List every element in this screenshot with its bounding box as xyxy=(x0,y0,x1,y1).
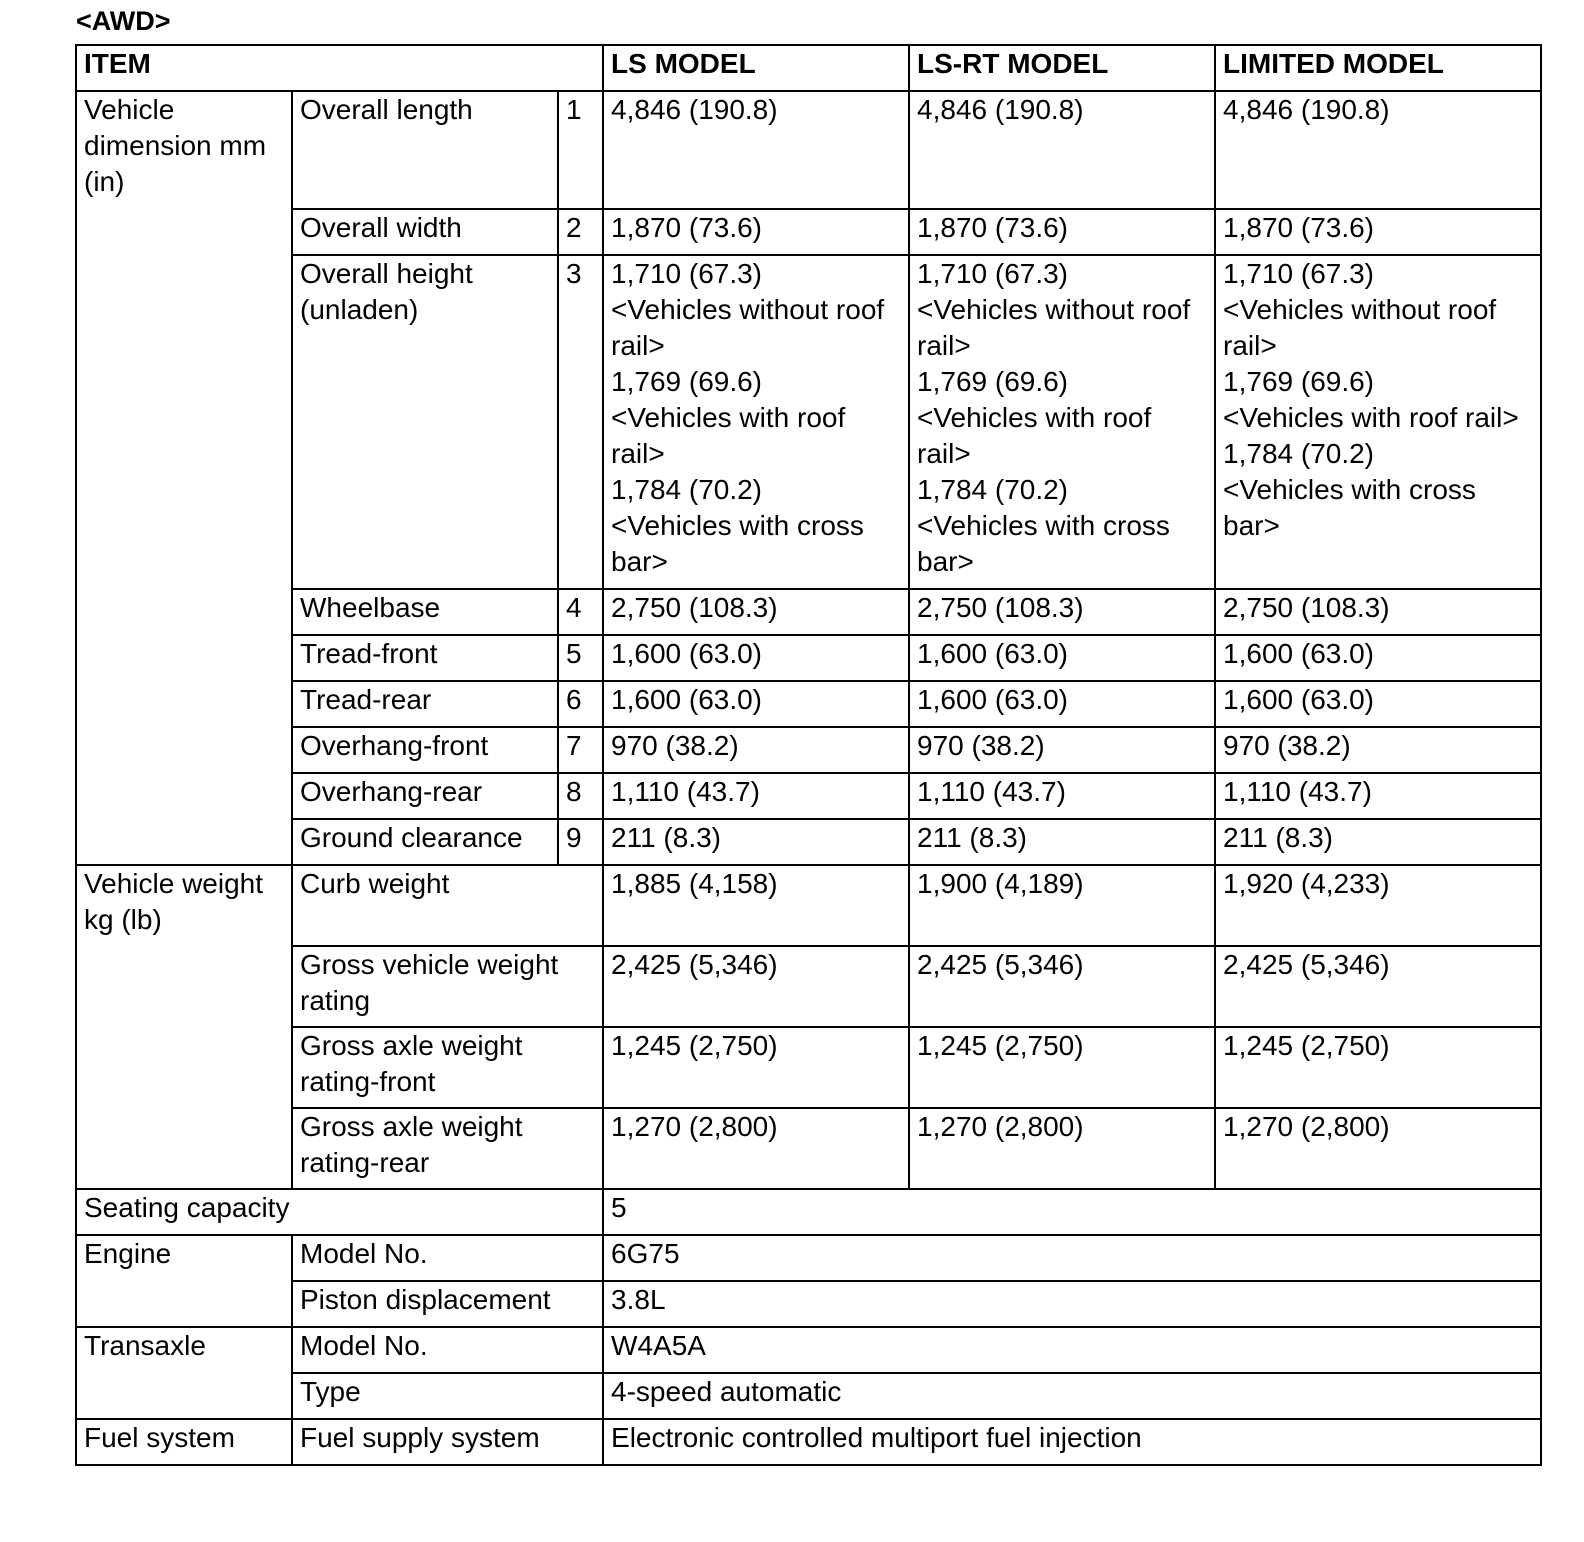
ls-rt-value: 1,110 (43.7) xyxy=(909,773,1215,819)
height-value: 1,710 (67.3) xyxy=(611,258,763,289)
row-label: Overall width xyxy=(292,209,558,255)
piston-displacement-label: Piston displacement xyxy=(292,1281,603,1327)
ls-value: 2,425 (5,346) xyxy=(603,946,909,1027)
ls-value: 211 (8.3) xyxy=(603,819,909,865)
table-row xyxy=(76,1281,1541,1327)
limited-value: 1,600 (63.0) xyxy=(1215,635,1541,681)
height-note: <Vehicles with roof rail> xyxy=(917,402,1152,469)
row-label: Gross axle weight rating-front xyxy=(292,1027,603,1108)
row-label: Overhang-rear xyxy=(292,773,558,819)
table-row xyxy=(76,1373,1541,1419)
limited-value: 1,920 (4,233) xyxy=(1215,865,1541,946)
seating-capacity-label: Seating capacity xyxy=(76,1189,603,1235)
table-row xyxy=(76,589,1541,635)
transaxle-model-label: Model No. xyxy=(292,1327,603,1373)
limited-value: 4,846 (190.8) xyxy=(1215,91,1541,209)
transaxle-type-label: Type xyxy=(292,1373,603,1419)
ls-value: 1,600 (63.0) xyxy=(603,635,909,681)
ls-rt-value: 2,425 (5,346) xyxy=(909,946,1215,1027)
height-note: <Vehicles without roof rail> xyxy=(611,294,885,361)
row-label: Gross axle weight rating-rear xyxy=(292,1108,603,1189)
transaxle-type-value: 4-speed automatic xyxy=(603,1373,1541,1419)
ls-value: 2,750 (108.3) xyxy=(603,589,909,635)
ls-rt-value: 211 (8.3) xyxy=(909,819,1215,865)
ls-value: 1,870 (73.6) xyxy=(603,209,909,255)
row-number: 1 xyxy=(558,91,603,209)
specification-table xyxy=(75,44,1542,1466)
limited-value: 211 (8.3) xyxy=(1215,819,1541,865)
ls-value: 1,245 (2,750) xyxy=(603,1027,909,1108)
height-note: <Vehicles with roof rail> xyxy=(611,402,846,469)
row-label: Tread-front xyxy=(292,635,558,681)
ls-rt-value: 970 (38.2) xyxy=(909,727,1215,773)
header-item: ITEM xyxy=(76,45,603,91)
header-limited-model: LIMITED MODEL xyxy=(1215,45,1541,91)
height-value: 1,769 (69.6) xyxy=(1223,366,1375,397)
height-value: 1,784 (70.2) xyxy=(1223,438,1375,469)
height-note: <Vehicles with roof rail> xyxy=(1223,402,1519,433)
row-number: 9 xyxy=(558,819,603,865)
height-note: <Vehicles with cross bar> xyxy=(611,510,864,577)
table-row xyxy=(76,1027,1541,1108)
ls-value: 1,270 (2,800) xyxy=(603,1108,909,1189)
row-label: Gross vehicle weight rating xyxy=(292,946,603,1027)
table-row xyxy=(76,91,1541,209)
height-note: <Vehicles without roof rail> xyxy=(1223,294,1497,361)
seating-capacity-value: 5 xyxy=(603,1189,1541,1235)
table-row xyxy=(76,1235,1541,1281)
ls-value: 1,885 (4,158) xyxy=(603,865,909,946)
limited-value: 1,270 (2,800) xyxy=(1215,1108,1541,1189)
height-note: <Vehicles without roof rail> xyxy=(917,294,1191,361)
ls-rt-value: 1,870 (73.6) xyxy=(909,209,1215,255)
table-row xyxy=(76,1189,1541,1235)
header-ls-rt-model: LS-RT MODEL xyxy=(909,45,1215,91)
limited-value xyxy=(1215,255,1541,589)
height-value: 1,710 (67.3) xyxy=(1223,258,1375,289)
table-row xyxy=(76,727,1541,773)
height-note: <Vehicles with cross bar> xyxy=(1223,474,1476,541)
row-label: Tread-rear xyxy=(292,681,558,727)
ls-value: 970 (38.2) xyxy=(603,727,909,773)
limited-value: 1,110 (43.7) xyxy=(1215,773,1541,819)
fuel-supply-value: Electronic controlled multiport fuel injection xyxy=(603,1419,1541,1465)
engine-model-label: Model No. xyxy=(292,1235,603,1281)
height-value: 1,784 (70.2) xyxy=(611,474,763,505)
row-label: Wheelbase xyxy=(292,589,558,635)
table-row xyxy=(76,1327,1541,1373)
height-value: 1,769 (69.6) xyxy=(917,366,1069,397)
height-note: <Vehicles with cross bar> xyxy=(917,510,1170,577)
table-row xyxy=(76,209,1541,255)
row-label: Curb weight xyxy=(292,865,603,946)
height-value: 1,710 (67.3) xyxy=(917,258,1069,289)
ls-rt-value: 1,245 (2,750) xyxy=(909,1027,1215,1108)
height-value: 1,784 (70.2) xyxy=(917,474,1069,505)
table-row xyxy=(76,1108,1541,1189)
group-transaxle: Transaxle xyxy=(76,1327,292,1419)
table-row xyxy=(76,865,1541,946)
row-label: Overall length xyxy=(292,91,558,209)
engine-model-value: 6G75 xyxy=(603,1235,1541,1281)
table-row xyxy=(76,819,1541,865)
limited-value: 2,750 (108.3) xyxy=(1215,589,1541,635)
ls-rt-value: 1,600 (63.0) xyxy=(909,635,1215,681)
ls-value: 4,846 (190.8) xyxy=(603,91,909,209)
ls-value: 1,110 (43.7) xyxy=(603,773,909,819)
table-row xyxy=(76,946,1541,1027)
row-label: Overall height (unladen) xyxy=(292,255,558,589)
limited-value: 970 (38.2) xyxy=(1215,727,1541,773)
group-fuel-system: Fuel system xyxy=(76,1419,292,1465)
fuel-supply-label: Fuel supply system xyxy=(292,1419,603,1465)
row-number: 6 xyxy=(558,681,603,727)
row-label: Overhang-front xyxy=(292,727,558,773)
limited-value: 1,245 (2,750) xyxy=(1215,1027,1541,1108)
header-ls-model: LS MODEL xyxy=(603,45,909,91)
limited-value: 1,600 (63.0) xyxy=(1215,681,1541,727)
row-number: 8 xyxy=(558,773,603,819)
ls-rt-value xyxy=(909,255,1215,589)
row-label: Ground clearance xyxy=(292,819,558,865)
row-number: 5 xyxy=(558,635,603,681)
group-engine: Engine xyxy=(76,1235,292,1327)
table-caption: <AWD> xyxy=(76,6,171,36)
ls-rt-value: 1,600 (63.0) xyxy=(909,681,1215,727)
ls-rt-value: 4,846 (190.8) xyxy=(909,91,1215,209)
group-vehicle-dimension: Vehicle dimension mm (in) xyxy=(76,91,292,865)
ls-rt-value: 2,750 (108.3) xyxy=(909,589,1215,635)
ls-rt-value: 1,270 (2,800) xyxy=(909,1108,1215,1189)
height-value: 1,769 (69.6) xyxy=(611,366,763,397)
ls-value: 1,600 (63.0) xyxy=(603,681,909,727)
row-number: 2 xyxy=(558,209,603,255)
piston-displacement-value: 3.8L xyxy=(603,1281,1541,1327)
table-row xyxy=(76,773,1541,819)
group-vehicle-weight: Vehicle weight kg (lb) xyxy=(76,865,292,1189)
header-row xyxy=(76,45,1541,91)
table-row xyxy=(76,681,1541,727)
row-number: 7 xyxy=(558,727,603,773)
ls-rt-value: 1,900 (4,189) xyxy=(909,865,1215,946)
limited-value: 1,870 (73.6) xyxy=(1215,209,1541,255)
table-row xyxy=(76,635,1541,681)
row-number: 4 xyxy=(558,589,603,635)
row-number: 3 xyxy=(558,255,603,589)
table-row xyxy=(76,255,1541,589)
table-row xyxy=(76,1419,1541,1465)
ls-value xyxy=(603,255,909,589)
limited-value: 2,425 (5,346) xyxy=(1215,946,1541,1027)
transaxle-model-value: W4A5A xyxy=(603,1327,1541,1373)
